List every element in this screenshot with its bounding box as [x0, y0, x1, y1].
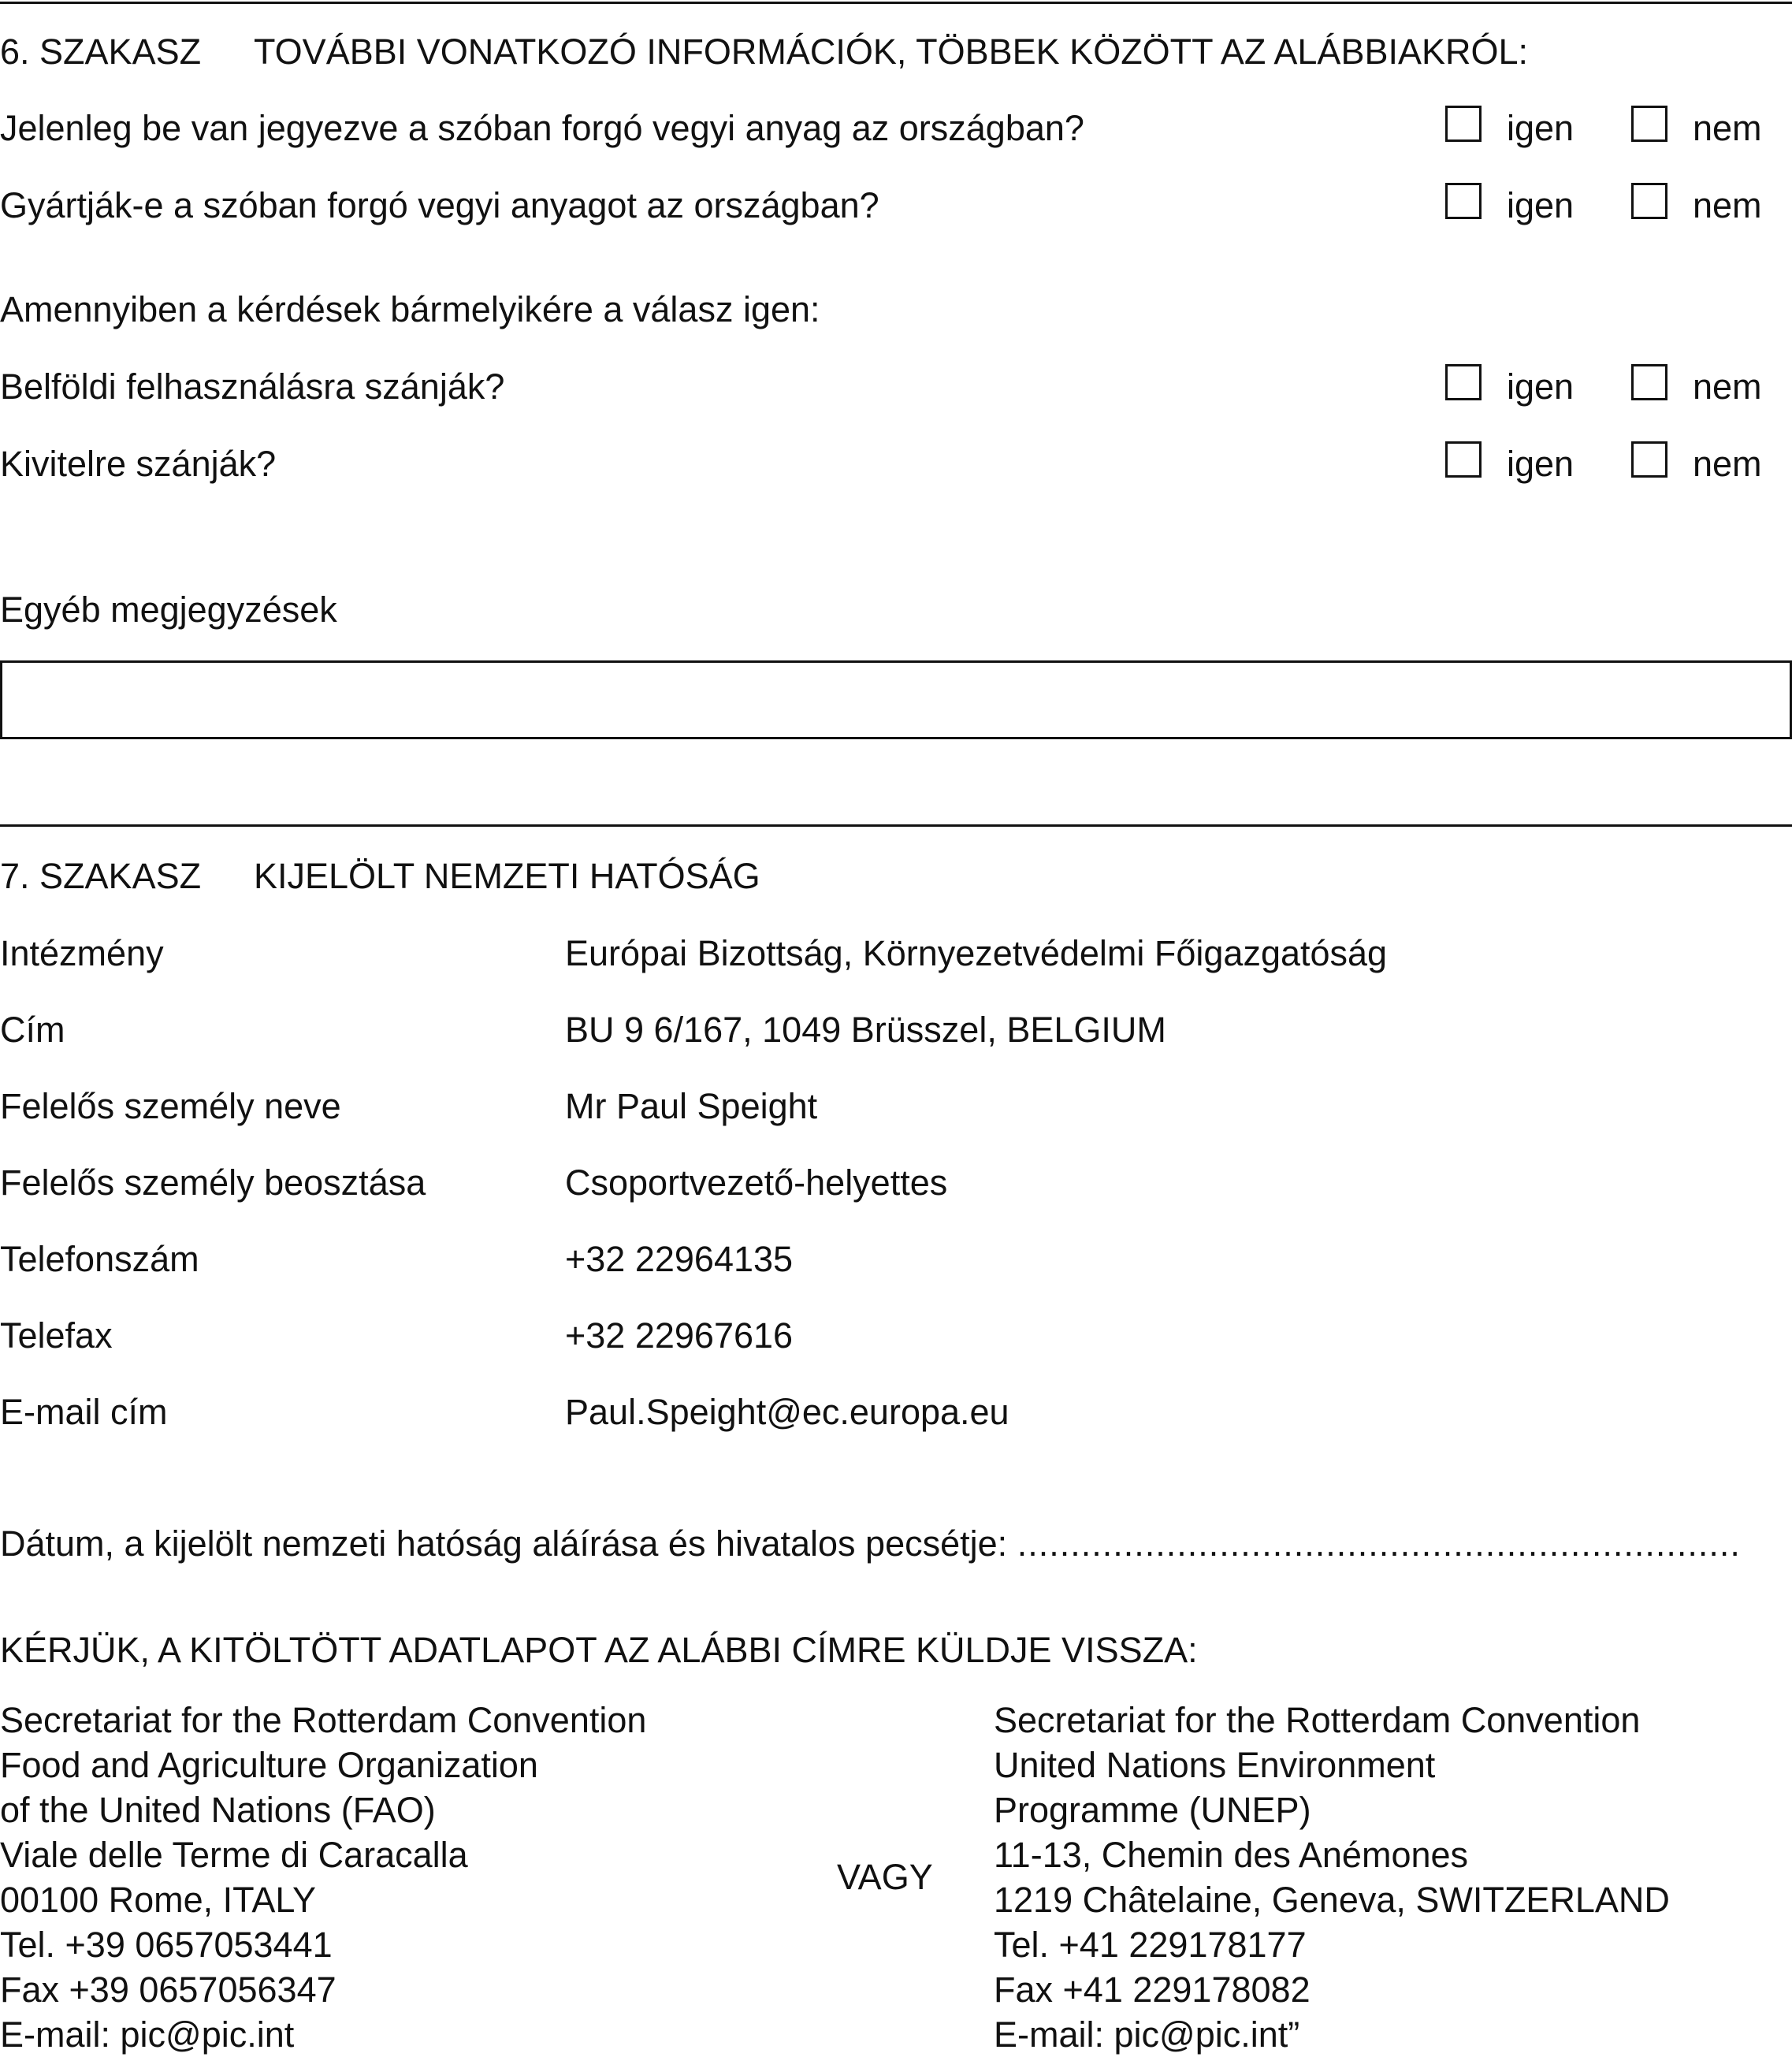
fax-value: +32 22967616 [565, 1315, 794, 1356]
fao-address-line: Secretariat for the Rotterdam Convention [0, 1700, 647, 1740]
fax-label: Telefax [0, 1315, 113, 1356]
email-label: E-mail cím [0, 1392, 168, 1432]
unep-address-line: Programme (UNEP) [994, 1790, 1311, 1830]
question-manufactured: Gyártják-e a szóban forgó vegyi anyagot az országban? [0, 185, 879, 225]
return-heading: KÉRJÜK, A KITÖLTÖTT ADATLAPOT AZ ALÁBBI CÍMRE KÜLDJE VISSZA: [0, 1630, 1198, 1670]
phone-value: +32 22964135 [565, 1239, 794, 1279]
institution-value: Európai Bizottság, Környezetvédelmi Főigazgatóság [565, 933, 1388, 973]
contact-position-value: Csoportvezető-helyettes [565, 1162, 948, 1203]
fao-address-line: E-mail: pic@pic.int [0, 2014, 295, 2055]
notes-label: Egyéb megjegyzések [0, 590, 337, 630]
notes-field[interactable] [0, 660, 1792, 739]
unep-address-line: United Nations Environment [994, 1745, 1436, 1785]
fao-address-line: 00100 Rome, ITALY [0, 1880, 317, 1920]
or-label: VAGY [837, 1857, 933, 1897]
section-divider [0, 824, 1792, 827]
manufactured-yes-checkbox[interactable] [1445, 183, 1482, 219]
unep-address-line: Tel. +41 229178177 [994, 1925, 1307, 1965]
registered-no-label: nem [1693, 108, 1762, 148]
domestic-use-yes-checkbox[interactable] [1445, 364, 1482, 400]
export-no-checkbox[interactable] [1631, 441, 1667, 478]
signature-label: Dátum, a kijelölt nemzeti hatóság aláírása és hivatalos pecsétje: [0, 1523, 1008, 1564]
unep-address-line: Fax +41 229178082 [994, 1970, 1311, 2010]
manufactured-yes-label: igen [1507, 185, 1575, 225]
registered-no-checkbox[interactable] [1631, 106, 1667, 142]
unep-address-block [994, 1698, 1670, 2057]
export-no-label: nem [1693, 444, 1762, 484]
section7-heading-title: KIJELÖLT NEMZETI HATÓSÁG [254, 856, 760, 896]
section6-heading-title: TOVÁBBI VONATKOZÓ INFORMÁCIÓK, TÖBBEK KÖZÖTT AZ ALÁBBIAKRÓL: [254, 32, 1529, 72]
unep-address-line: Secretariat for the Rotterdam Convention [994, 1700, 1641, 1740]
address-value: BU 9 6/167, 1049 Brüsszel, BELGIUM [565, 1010, 1166, 1050]
fao-address-block [0, 1698, 646, 2057]
signature-line [0, 1523, 1741, 1564]
signature-field[interactable]: .................................................................... [1017, 1523, 1741, 1564]
top-rule [0, 2, 1792, 4]
conditional-intro: Amennyiben a kérdések bármelyikére a válasz igen: [0, 289, 820, 329]
email-value: Paul.Speight@ec.europa.eu [565, 1392, 1009, 1432]
question-registered: Jelenleg be van jegyezve a szóban forgó vegyi anyag az országban? [0, 108, 1084, 148]
phone-label: Telefonszám [0, 1239, 199, 1279]
domestic-use-no-checkbox[interactable] [1631, 364, 1667, 400]
fao-address-line: of the United Nations (FAO) [0, 1790, 436, 1830]
fao-address-line: Food and Agriculture Organization [0, 1745, 538, 1785]
unep-address-line: E-mail: pic@pic.int” [994, 2014, 1300, 2055]
registered-yes-label: igen [1507, 108, 1575, 148]
unep-address-line: 11-13, Chemin des Anémones [994, 1835, 1469, 1875]
domestic-use-no-label: nem [1693, 366, 1762, 407]
manufactured-no-label: nem [1693, 185, 1762, 225]
fao-address-line: Viale delle Terme di Caracalla [0, 1835, 468, 1875]
domestic-use-yes-label: igen [1507, 366, 1575, 407]
contact-position-label: Felelős személy beosztása [0, 1162, 426, 1203]
registered-yes-checkbox[interactable] [1445, 106, 1482, 142]
manufactured-no-checkbox[interactable] [1631, 183, 1667, 219]
fao-address-line: Tel. +39 0657053441 [0, 1925, 333, 1965]
contact-name-label: Felelős személy neve [0, 1086, 341, 1126]
question-domestic-use: Belföldi felhasználásra szánják? [0, 366, 505, 407]
institution-label: Intézmény [0, 933, 164, 973]
section6-heading-number: 6. SZAKASZ [0, 32, 202, 72]
contact-name-value: Mr Paul Speight [565, 1086, 818, 1126]
export-yes-label: igen [1507, 444, 1575, 484]
section7-heading-number: 7. SZAKASZ [0, 856, 202, 896]
fao-address-line: Fax +39 0657056347 [0, 1970, 336, 2010]
address-label: Cím [0, 1010, 65, 1050]
unep-address-line: 1219 Châtelaine, Geneva, SWITZERLAND [994, 1880, 1670, 1920]
export-yes-checkbox[interactable] [1445, 441, 1482, 478]
question-export: Kivitelre szánják? [0, 444, 277, 484]
